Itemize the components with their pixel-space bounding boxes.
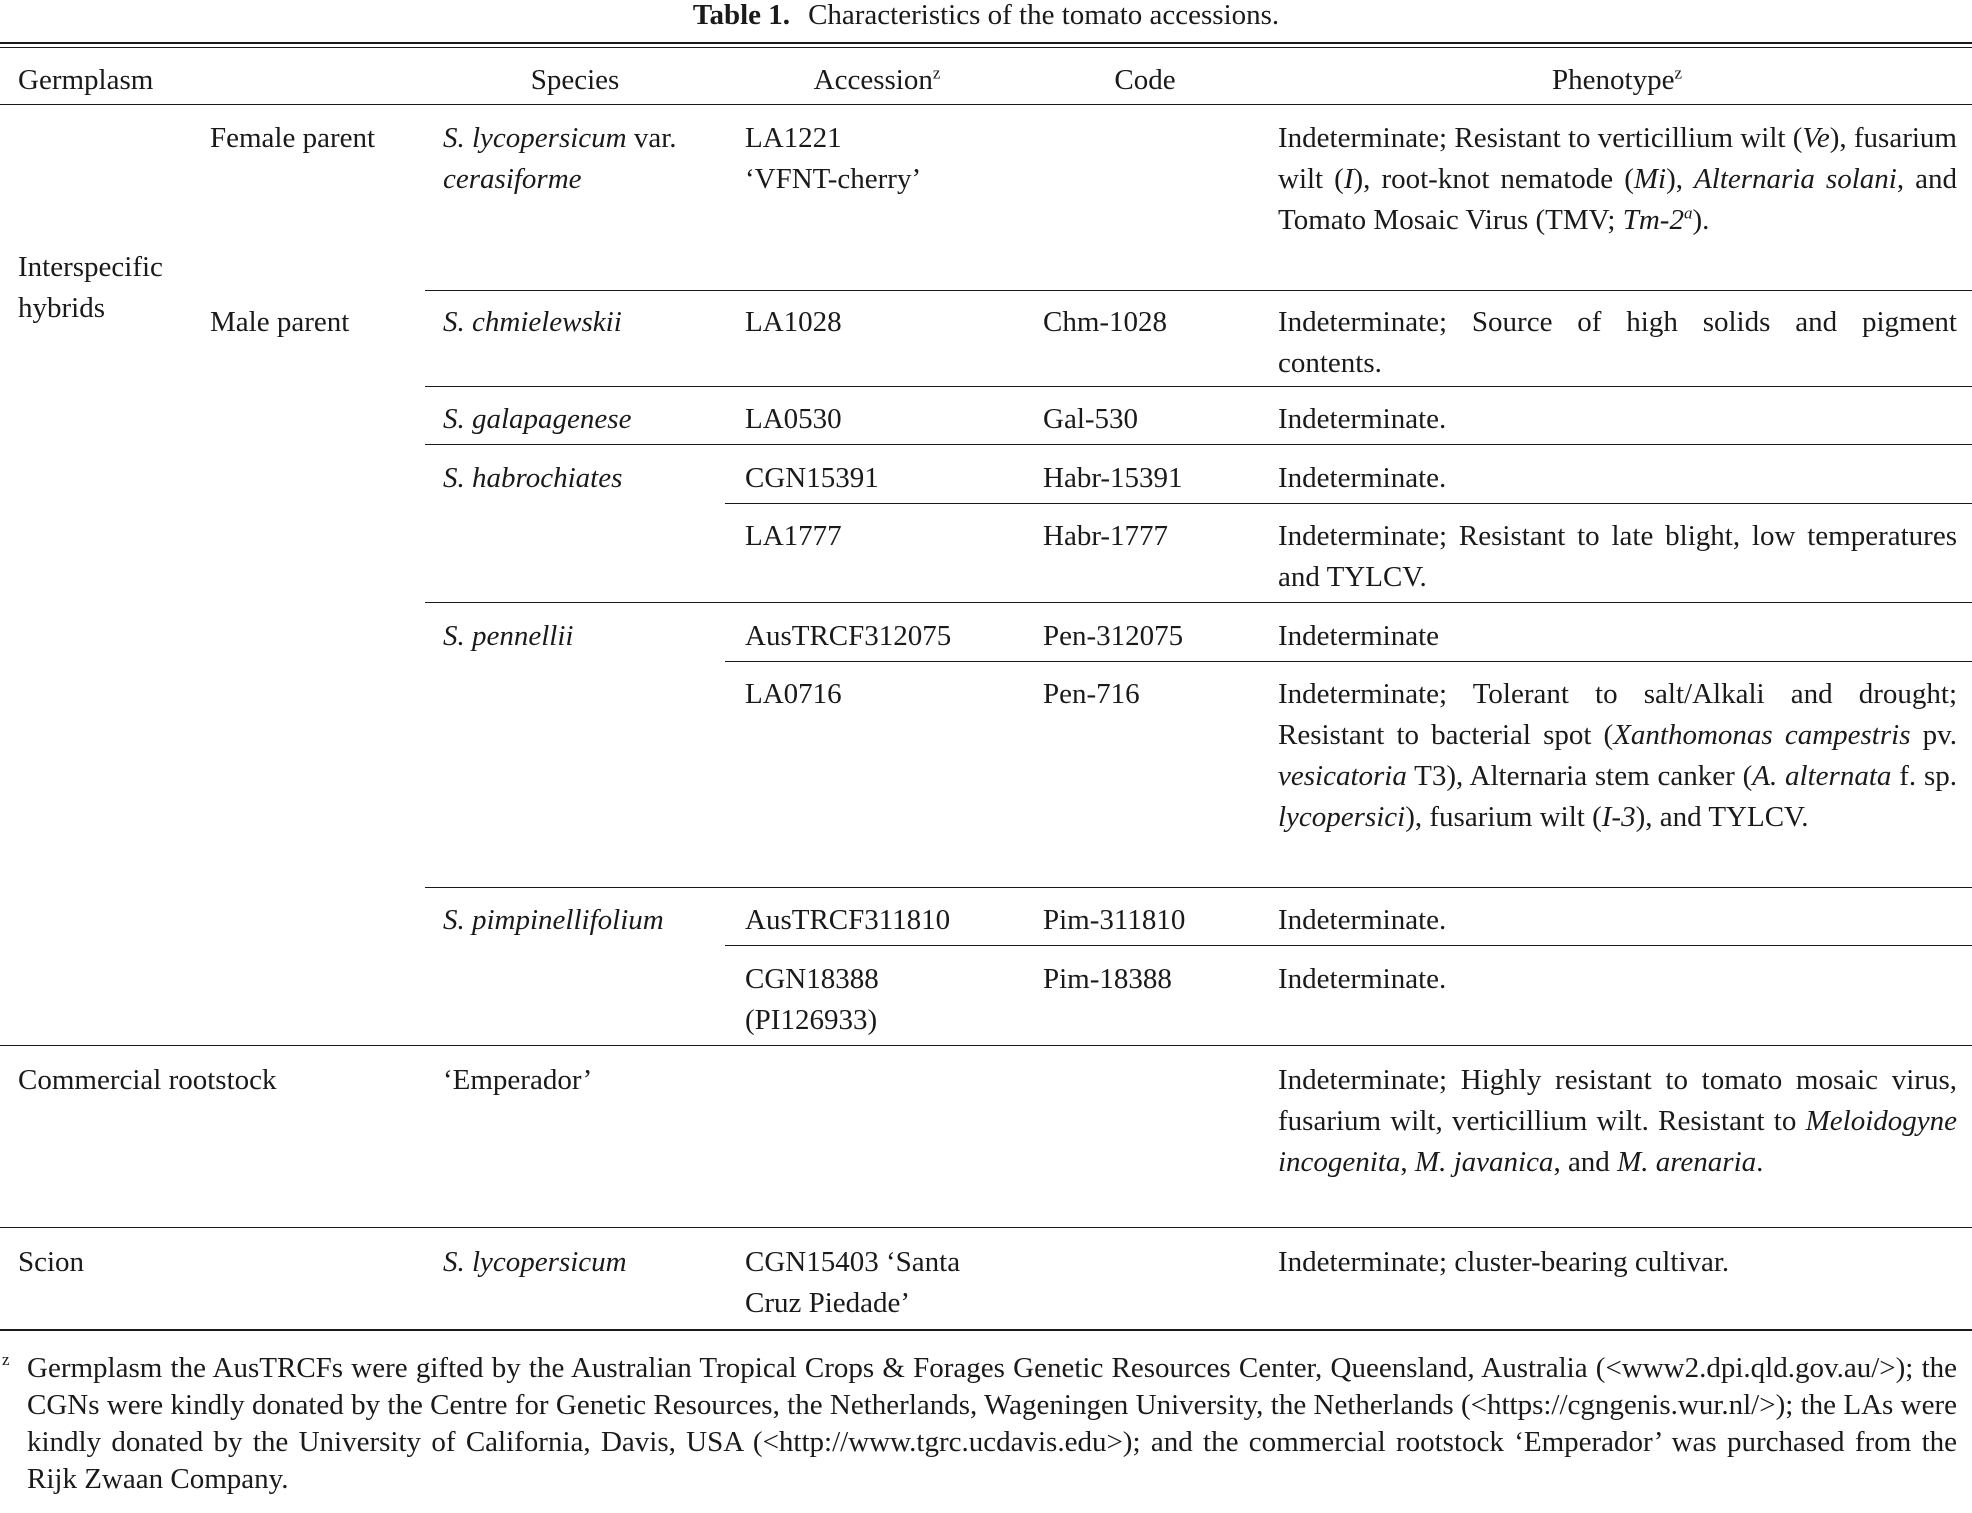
footnote-text: Germplasm the AusTRCFs were gifted by the Australian Tropical Crops & Forages Genetic Resources Center, Queensland, Australia (<www2.dpi.qld.gov.au/>); the CGNs were kindly donated by the Centre for Genetic Resources, the Netherlands, Wageningen University, the Netherlands (<https://cgngenis.wur.nl/>); the LAs were kindly donated by the University of California, Davis, USA (<http://www.tgrc.ucdavis.edu>); and the commercial rootstock ‘Emperador’ was purchased from the Rijk Zwaan Company. bbox=[27, 1352, 1957, 1495]
row-rule bbox=[425, 386, 1972, 387]
subgroup-male-parent: Male parent bbox=[210, 306, 350, 338]
cell-code: Habr-1777 bbox=[1043, 520, 1169, 552]
cell-phenotype: Indeterminate; Resistant to late blight, low temperatures and TYLCV. bbox=[1278, 520, 1957, 593]
footnote-marker: z bbox=[2, 1350, 10, 1369]
subgroup-female-parent: Female parent bbox=[210, 122, 376, 154]
section-rule bbox=[0, 1227, 1972, 1228]
header-phenotype: Phenotype$^z$ bbox=[1552, 63, 1682, 96]
row-rule bbox=[425, 887, 1972, 888]
cell-phenotype: Indeterminate. bbox=[1278, 904, 1447, 936]
cell-code: Pim-311810 bbox=[1043, 904, 1186, 936]
cell-phenotype: Indeterminate. bbox=[1278, 462, 1447, 494]
row-rule bbox=[425, 602, 1972, 603]
cell-phenotype: Indeterminate; Source of high solids and pigment contents. bbox=[1278, 306, 1957, 379]
header-species: Species bbox=[530, 64, 620, 96]
cell-accession: LA1028 bbox=[745, 306, 842, 338]
cell-code: Gal-530 bbox=[1043, 403, 1139, 435]
top-rule bbox=[0, 42, 1972, 44]
cell-phenotype: Indeterminate; Tolerant to salt/Alkali and drought; Resistant to bacterial spot (Xanthomonas campestris pv. vesicatoria T3), Alternaria stem canker (A. alternata f. sp. lycopersici), fusarium wilt (I-3), and TYLCV. bbox=[1278, 678, 1957, 833]
row-rule bbox=[725, 661, 1972, 662]
table-caption bbox=[0, 0, 1972, 30]
cell-phenotype: Indeterminate. bbox=[1278, 963, 1447, 995]
cell-species: ‘Emperador’ bbox=[443, 1064, 593, 1096]
cell-code: Pen-716 bbox=[1043, 678, 1140, 710]
cell-accession: AusTRCF312075 bbox=[745, 620, 952, 652]
cell-code: Habr-15391 bbox=[1043, 462, 1183, 494]
cell-accession: LA1777 bbox=[745, 520, 842, 552]
cell-species: S. galapagenese bbox=[443, 403, 632, 435]
table-label: Table 1. bbox=[692, 0, 791, 31]
header-accession: Accession$^z$ bbox=[813, 63, 941, 96]
cell-species: S. habrochiates bbox=[443, 462, 623, 494]
row-rule bbox=[725, 503, 1972, 504]
header-rule bbox=[0, 104, 1972, 105]
cell-accession: LA0530 bbox=[745, 403, 842, 435]
cell-accession: CGN15403 ‘Santa Cruz Piedade’ bbox=[745, 1246, 961, 1319]
cell-accession: AusTRCF311810 bbox=[745, 904, 951, 936]
cell-phenotype: Indeterminate; Highly resistant to tomato mosaic virus, fusarium wilt, verticillium wilt. Resistant to Meloidogyne incogenita, M. javanica, and M. arenaria. bbox=[1278, 1064, 1957, 1178]
cell-code: Chm-1028 bbox=[1043, 306, 1168, 338]
row-rule bbox=[425, 290, 1972, 291]
cell-code: Pim-18388 bbox=[1043, 963, 1172, 995]
cell-phenotype: Indeterminate; Resistant to verticillium wilt (Ve), fusarium wilt (I), root-knot nematode (Mi), Alternaria solani, and Tomato Mosaic Virus (TMV; Tm-2$^a$). bbox=[1278, 122, 1957, 236]
cell-species: S. chmielewskii bbox=[443, 306, 622, 338]
cell-phenotype: Indeterminate; cluster-bearing cultivar. bbox=[1278, 1246, 1730, 1278]
cell-accession: CGN15391 bbox=[745, 462, 879, 494]
group-commercial-rootstock: Commercial rootstock bbox=[18, 1064, 277, 1096]
bottom-rule bbox=[0, 1329, 1972, 1331]
row-rule bbox=[425, 444, 1972, 445]
cell-species: S. pennellii bbox=[443, 620, 574, 652]
cell-accession: CGN18388 (PI126933) bbox=[745, 963, 879, 1036]
top-rule-2 bbox=[0, 47, 1972, 48]
cell-accession: LA0716 bbox=[745, 678, 842, 710]
section-rule bbox=[0, 1045, 1972, 1046]
cell-species: S. lycopersicum bbox=[443, 1246, 627, 1278]
group-scion: Scion bbox=[18, 1246, 85, 1278]
cell-phenotype: Indeterminate. bbox=[1278, 403, 1447, 435]
header-germplasm: Germplasm bbox=[18, 64, 154, 96]
cell-code: Pen-312075 bbox=[1043, 620, 1184, 652]
header-code: Code bbox=[1114, 64, 1176, 96]
table-title: Characteristics of the tomato accessions. bbox=[808, 0, 1280, 31]
group-interspecific-hybrids: Interspecific hybrids bbox=[18, 251, 163, 324]
cell-accession: LA1221 ‘VFNT-cherry’ bbox=[745, 122, 922, 195]
row-rule bbox=[725, 945, 1972, 946]
cell-species: S. lycopersicum var. cerasiforme bbox=[443, 122, 677, 195]
cell-species: S. pimpinellifolium bbox=[443, 904, 664, 936]
cell-phenotype: Indeterminate bbox=[1278, 620, 1440, 652]
